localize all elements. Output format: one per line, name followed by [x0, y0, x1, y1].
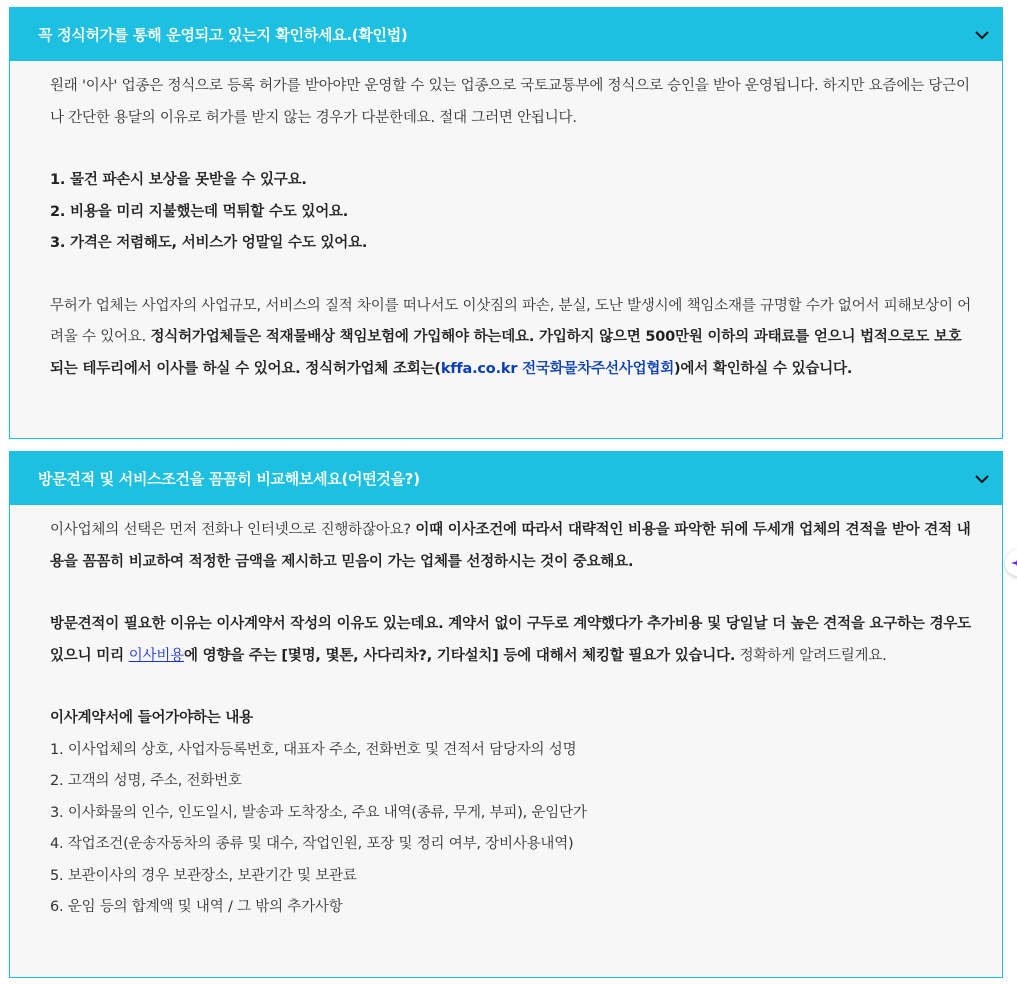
list-item: 4. 작업조건(운송자동차의 종류 및 대수, 작업인원, 포장 및 정리 여부, 장비사용내역) [50, 836, 574, 852]
intro-paragraph: 원래 '이사' 업종은 정식으로 등록 허가를 받아야만 운영할 수 있는 업종으로 국토교통부에 정식으로 승인을 받아 운영됩니다. 하지만 요즘에는 당근이나 간단한 용달의 이유로 허가를 받지 않는 경우가 다분한데요. 절대 그러면 안됩니다. [50, 78, 970, 126]
accordion-header-permit-check[interactable] [10, 8, 1002, 61]
accordion-header-estimate-compare[interactable] [10, 452, 1002, 505]
accordion-estimate-compare [9, 451, 1003, 978]
list-item: 2. 고객의 성명, 주소, 전화번호 [50, 773, 242, 789]
chevron-down-icon[interactable] [974, 27, 990, 43]
accordion-title: 방문견적 및 서비스조건을 꼼꼼히 비교해보세요(어떤것을?) [38, 470, 420, 488]
selection-paragraph: 이사업체의 선택은 먼저 전화나 인터넷으로 진행하잖아요? 이때 이사조건에 따라서 대략적인 비용을 파악한 뒤에 두세개 업체의 견적을 받아 견적 내용을 꼼꼼히 비교하여 적정한 금액을 제시하고 믿음이 가는 업체를 선정하시는 것이 중요해요. [50, 522, 971, 570]
visit-estimate-paragraph: 방문견적이 필요한 이유는 이사계약서 작성의 이유도 있는데요. 계약서 없이 구두로 계약했다가 추가비용 및 당일날 더 높은 견적을 요구하는 경우도 있으니 미리 이사비용에 영향을 주는 [몇명, 몇톤, 사다리차?, 기타설치] 등에 대해서 체킹할 필요가 있습니다. 정확하게 알려드릴게요. [50, 616, 971, 664]
ai-assistant-button[interactable] [1005, 550, 1017, 576]
accordion-body [10, 505, 1002, 924]
list-item: 3. 이사화물의 인수, 인도일시, 발송과 도착장소, 주요 내역(종류, 무게, 부피), 운임단가 [50, 804, 587, 821]
list-item: 6. 운임 등의 합계액 및 내역 / 그 밖의 추가사항 [50, 899, 343, 915]
accordion-permit-check [9, 7, 1003, 439]
penalty-paragraph: 무허가 업체는 사업자의 사업규모, 서비스의 질적 차이를 떠나서도 이삿짐의 파손, 분실, 도난 발생시에 책임소재를 규명할 수가 없어서 피해보상이 어려울 수 있어요. 정식허가업체들은 적재물배상 책임보험에 가입해야 하는데요. 가입하지 않으면 500만원 이하의 과태료를 얻으니 법적으로도 보호되는 테두리에서 이사를 하실 수 있어요. 정식허가업체 조회는(kffa.co.kr 전국화물차주선사업협회)에서 확인하실 수 있습니다. [50, 297, 972, 377]
accordion-title: 꼭 정식허가를 통해 운영되고 있는지 확인하세요.(확인법) [38, 26, 408, 44]
list-item: 3. 가격은 저렴해도, 서비스가 엉말일 수도 있어요. [50, 235, 368, 251]
accordion-body [10, 61, 1002, 385]
sparkle-icon [1011, 556, 1017, 570]
list-item: 5. 보관이사의 경우 보관장소, 보관기간 및 보관료 [50, 867, 357, 884]
list-item: 1. 물건 파손시 보상을 못받을 수 있구요. [50, 172, 307, 188]
moving-cost-link[interactable]: 이사비용 [128, 647, 184, 664]
contract-heading: 이사계약서에 들어가야하는 내용 [50, 710, 253, 726]
list-item: 1. 이사업체의 상호, 사업자등록번호, 대표자 주소, 전화번호 및 견적서 담당자의 성명 [50, 741, 577, 758]
list-item: 2. 비용을 미리 지불했는데 먹튀할 수도 있어요. [50, 203, 349, 220]
chevron-down-icon[interactable] [974, 471, 990, 487]
kffa-link[interactable]: kffa.co.kr 전국화물차주선사업협회 [440, 360, 674, 377]
